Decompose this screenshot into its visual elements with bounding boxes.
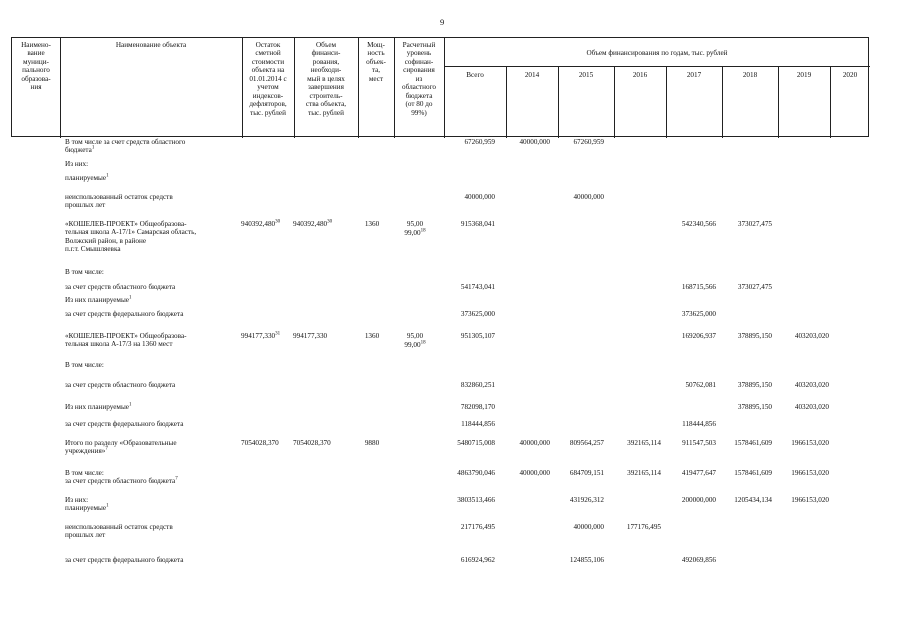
cell-y2015: 124855,106 — [569, 556, 604, 564]
header-divider — [242, 38, 243, 138]
row-label: за счет средств федерального бюджета — [65, 556, 184, 564]
cell-y2018: 373027,475 — [737, 283, 772, 291]
cell-y2015: 431926,312 — [569, 496, 604, 504]
cell-y2018: 378895,150 — [737, 332, 772, 340]
cell-y2015: 684709,151 — [569, 469, 604, 477]
row-label: Итого по разделу «Образовательные учреждения»$^7$ — [65, 439, 177, 456]
cell-total: 373625,000 — [460, 310, 495, 318]
footnote-marker: 7 — [105, 447, 108, 453]
row-label: В том числе: за счет средств областного бюджета$^7$ — [65, 469, 178, 486]
row-label: неиспользованный остаток средств прошлых лет — [65, 523, 173, 540]
cell-total: 5480715,008 — [457, 439, 495, 447]
cell-y2018: 1205434,134 — [734, 496, 772, 504]
table-header — [11, 37, 869, 137]
cell-total: 541743,041 — [460, 283, 495, 291]
cell-y2015: 40000,000 — [573, 193, 604, 201]
cell-total: 4863790,046 — [457, 469, 495, 477]
cell-financing-volume: 940392,480$^{30}$ — [293, 219, 333, 228]
footnote-marker: 1 — [128, 402, 132, 408]
header-total: Всего — [466, 71, 484, 79]
cell-cofinancing-level: 95,00 — [406, 332, 424, 340]
row-label: «КОШЕЛЕВ-ПРОЕКТ» Общеобразова- тельная школа А-17/1» Самарская область, Волжский район, в районе п.г.т. Смышляевка — [65, 220, 197, 254]
cell-y2017: 169206,937 — [681, 332, 716, 340]
header-by-years-title: Объем финансирования по годам, тыс. рублей — [586, 49, 728, 57]
footnote-marker: 1 — [128, 295, 132, 301]
header-divider — [666, 66, 667, 138]
header-divider — [558, 66, 559, 138]
cell-cofinancing-level: 99,00$^{18}$ — [404, 228, 426, 237]
cell-y2016: 177176,495 — [626, 523, 661, 531]
header-divider — [830, 66, 831, 138]
footnote-marker: 18 — [420, 228, 426, 234]
header-municipality: Наимено- вание муници- пального образова- ния — [21, 41, 51, 92]
cell-y2017: 373625,000 — [681, 310, 716, 318]
header-year-2020: 2020 — [842, 71, 858, 79]
footnote-marker: 31 — [275, 331, 281, 337]
cell-y2015: 67260,959 — [573, 138, 604, 146]
row-label: планируемые$^1$ — [65, 173, 109, 182]
cell-y2015: 809564,257 — [569, 439, 604, 447]
header-divider — [294, 38, 295, 138]
page-number: 9 — [440, 17, 445, 27]
cell-y2019: 1966153,020 — [791, 439, 829, 447]
row-label: Из них: планируемые$^1$ — [65, 496, 109, 513]
header-divider — [722, 66, 723, 138]
cell-total: 3803513,466 — [457, 496, 495, 504]
header-divider — [60, 38, 61, 138]
cell-y2017: 200000,000 — [681, 496, 716, 504]
header-divider — [778, 66, 779, 138]
cell-total: 67260,959 — [464, 138, 495, 146]
cell-y2018: 378895,150 — [737, 403, 772, 411]
row-label: В том числе: — [65, 268, 104, 276]
row-label: за счет средств областного бюджета — [65, 381, 176, 389]
header-year-2016: 2016 — [632, 71, 648, 79]
cell-total: 782098,170 — [460, 403, 495, 411]
row-label: В том числе: — [65, 361, 104, 369]
cell-remaining-cost: 7054028,370 — [241, 439, 279, 447]
cell-y2017: 50762,081 — [685, 381, 716, 389]
cell-y2017: 492069,856 — [681, 556, 716, 564]
cell-total: 832860,251 — [460, 381, 495, 389]
footnote-marker: 7 — [175, 477, 178, 483]
cell-remaining-cost: 940392,480$^{30}$ — [241, 219, 281, 228]
cell-remaining-cost: 994177,330$^{31}$ — [241, 331, 281, 340]
header-divider — [358, 38, 359, 138]
cell-total: 217176,495 — [460, 523, 495, 531]
row-label: Из них: — [65, 160, 89, 168]
footnote-marker: 1 — [91, 146, 95, 152]
cell-total: 118444,856 — [461, 420, 495, 428]
row-label: за счет средств областного бюджета — [65, 283, 176, 291]
row-label: В том числе за счет средств областного бюджета$^1$ — [65, 138, 186, 155]
header-year-2019: 2019 — [796, 71, 812, 79]
row-label: неиспользованный остаток средств прошлых лет — [65, 193, 173, 210]
row-label: за счет средств федерального бюджета — [65, 420, 184, 428]
cell-y2017: 911547,503 — [682, 439, 716, 447]
cell-y2019: 403203,020 — [794, 332, 829, 340]
header-divider — [394, 38, 395, 138]
cell-total: 616924,962 — [460, 556, 495, 564]
cell-financing-volume: 7054028,370 — [293, 439, 331, 447]
cell-cofinancing-level: 99,00$^{18}$ — [404, 340, 426, 349]
header-divider — [444, 38, 445, 138]
cell-y2018: 1578461,609 — [734, 439, 772, 447]
cell-y2017: 118444,856 — [682, 420, 716, 428]
cell-y2019: 1966153,020 — [791, 496, 829, 504]
cell-total: 915368,041 — [460, 220, 495, 228]
header-cofinancing-level: Расчетный уровень софинан- сирования из областного бюджета (от 80 до 99%) — [402, 41, 436, 117]
cell-capacity: 1360 — [364, 220, 380, 228]
cell-y2018: 1578461,609 — [734, 469, 772, 477]
cell-y2017: 168715,566 — [681, 283, 716, 291]
cell-y2016: 392165,114 — [627, 439, 661, 447]
cell-y2018: 373027,475 — [737, 220, 772, 228]
cell-y2019: 1966153,020 — [791, 469, 829, 477]
cell-total: 40000,000 — [464, 193, 495, 201]
header-year-2018: 2018 — [742, 71, 758, 79]
footnote-marker: 1 — [106, 504, 109, 510]
cell-total: 951305,107 — [460, 332, 495, 340]
header-capacity: Мощ- ность объек- та, мест — [366, 41, 386, 83]
row-label: за счет средств федерального бюджета — [65, 310, 184, 318]
header-divider — [506, 66, 507, 138]
header-year-2017: 2017 — [686, 71, 702, 79]
row-label: «КОШЕЛЕВ-ПРОЕКТ» Общеобразова- тельная школа А-17/3 на 1360 мест — [65, 332, 187, 349]
cell-y2018: 378895,150 — [737, 381, 772, 389]
header-divider — [614, 66, 615, 138]
header-remaining-cost: Остаток сметной стоимости объекта на 01.01.2014 с учетом индексов- дефляторов, тыс. рублей — [249, 41, 287, 117]
cell-y2019: 403203,020 — [794, 403, 829, 411]
cell-capacity: 9880 — [364, 439, 380, 447]
footnote-marker: 18 — [420, 340, 426, 346]
header-year-2015: 2015 — [578, 71, 594, 79]
cell-y2017: 542340,566 — [681, 220, 716, 228]
cell-y2015: 40000,000 — [573, 523, 604, 531]
cell-y2017: 419477,647 — [681, 469, 716, 477]
header-object-name: Наименование объекта — [115, 41, 187, 49]
header-year-2014: 2014 — [524, 71, 540, 79]
cell-y2019: 403203,020 — [794, 381, 829, 389]
row-label: Из них планируемые$^1$ — [65, 402, 132, 411]
footnote-marker: 30 — [327, 219, 333, 225]
cell-cofinancing-level: 95,00 — [406, 220, 424, 228]
footnote-marker: 1 — [106, 173, 109, 179]
cell-y2016: 392165,114 — [627, 469, 661, 477]
cell-capacity: 1360 — [364, 332, 380, 340]
cell-y2014: 40000,000 — [519, 469, 550, 477]
cell-y2014: 40000,000 — [519, 138, 550, 146]
footnote-marker: 30 — [275, 219, 281, 225]
row-label: Из них планируемые$^1$ — [65, 295, 132, 304]
cell-financing-volume: 994177,330 — [293, 332, 328, 340]
cell-y2014: 40000,000 — [519, 439, 550, 447]
header-divider — [444, 66, 870, 67]
header-financing-volume: Объем финанси- рования, необходи- мый в целях завершения строитель- ства объекта, тыс. рублей — [305, 41, 347, 117]
